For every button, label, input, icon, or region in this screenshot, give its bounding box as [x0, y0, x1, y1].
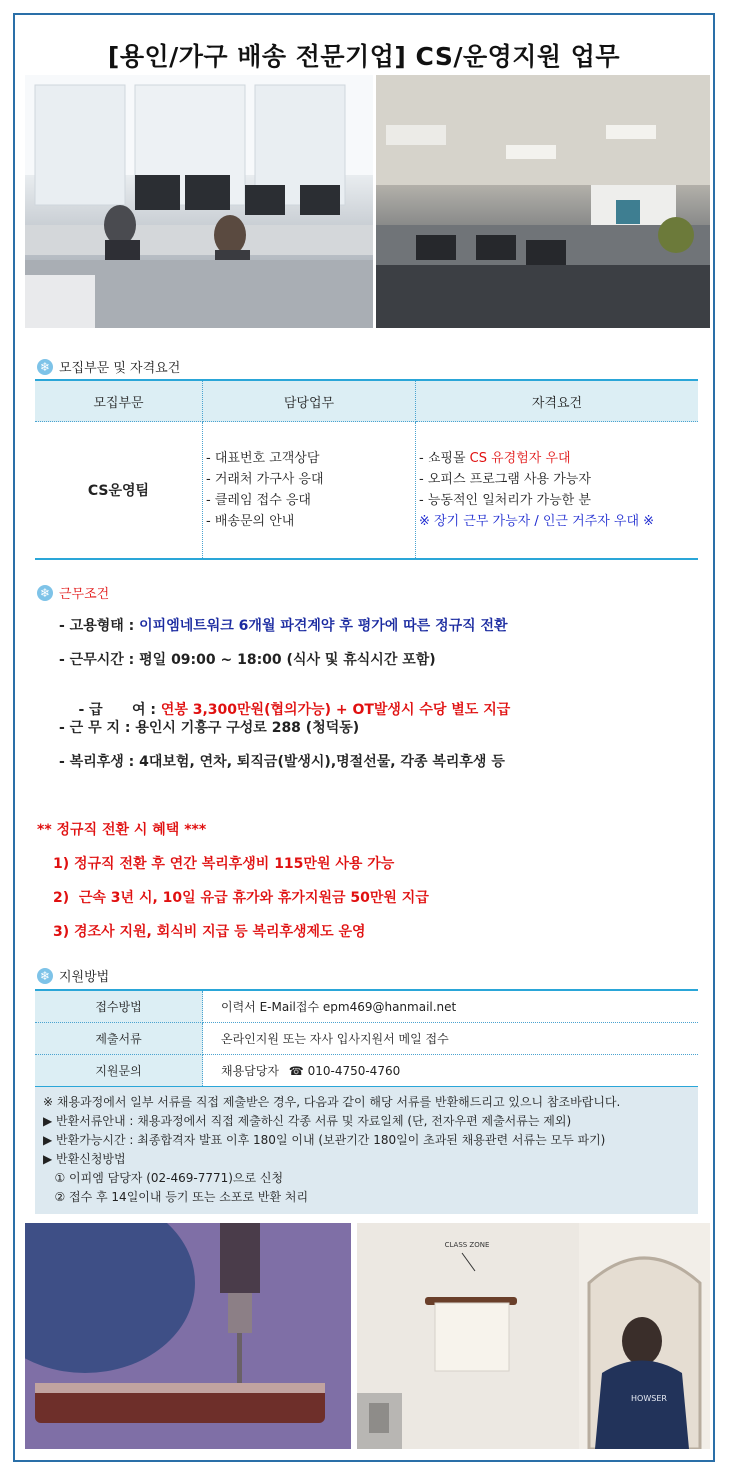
documents-value: 온라인지원 또는 자사 입사지원서 메일 접수 — [203, 1023, 699, 1055]
qualification-highlight: CS 유경험자 우대 — [469, 451, 571, 466]
conditions-heading — [37, 583, 109, 602]
qualification-item: - 오피스 프로그램 사용 가능자 — [419, 472, 591, 487]
duty-item: - 배송문의 안내 — [206, 514, 295, 529]
inquiry-label: 지원문의 — [35, 1055, 203, 1088]
page-title: [용인/가구 배송 전문기업] CS/운영지원 업무 — [107, 42, 621, 71]
phone-icon: ☎ — [288, 1064, 304, 1078]
employment-label: - 고용형태 : — [59, 618, 140, 634]
benefit-item: 1) 정규직 전환 후 연간 복리후생비 115만원 사용 가능 — [53, 856, 395, 872]
table-row — [35, 422, 698, 560]
hours-value: 평일 09:00 ~ 18:00 (식사 및 휴식시간 포함) — [139, 652, 436, 668]
notice-line: ▶ 반환가능시간 : 최종합격자 발표 이후 180일 이내 (보관기간 180일이 초과된 채용관련 서류는 모두 파기) — [43, 1133, 606, 1147]
notice-line: ② 접수 후 14일이내 등기 또는 소포로 반환 처리 — [43, 1190, 309, 1204]
welfare-label: - 복리후생 : — [59, 754, 140, 770]
apply-method-value: 이력서 E-Mail접수 epm469@hanmail.net — [203, 990, 699, 1023]
work-hours — [59, 649, 436, 669]
welfare — [59, 751, 505, 771]
duty-item: - 클레임 접수 응대 — [206, 493, 311, 508]
qualification-item — [419, 448, 697, 469]
conditions-heading-text: 근무조건 — [59, 587, 110, 602]
benefit-item: 2) 근속 3년 시, 10일 유급 휴가와 휴가지원금 50만원 지급 — [53, 890, 429, 906]
hours-label: - 근무시간 : — [59, 652, 140, 668]
location-value: 용인시 기흥구 구성로 288 (청덕동) — [135, 720, 360, 736]
office-photo-left — [25, 75, 373, 328]
inquiry-contact: 채용담당자 — [221, 1064, 279, 1078]
drill-photo — [25, 1223, 351, 1449]
snowflake-icon: ❄ — [37, 968, 53, 984]
benefits-heading: ** 정규직 전환 시 혜택 *** — [37, 822, 207, 838]
page-frame — [13, 13, 715, 1462]
recruit-table — [35, 379, 698, 560]
inquiry-phone: 010-4750-4760 — [307, 1064, 401, 1078]
benefit-item: 3) 경조사 지원, 회식비 지급 등 복리후생제도 운영 — [53, 924, 366, 940]
office-photo-right — [376, 75, 710, 328]
document-return-notice — [35, 1087, 698, 1214]
duties-cell — [203, 422, 416, 560]
qualification-preferred: ※ 장기 근무 가능자 / 인근 거주자 우대 ※ — [419, 514, 655, 529]
header-team: 모집부문 — [35, 380, 203, 422]
salary-label: - 급 여 : — [78, 702, 161, 718]
team-cell: CS운영팀 — [35, 422, 203, 560]
notice-line: ① 이피엠 담당자 (02-469-7771)으로 신청 — [43, 1171, 284, 1185]
qualifications-cell — [416, 422, 699, 560]
employment-type — [59, 615, 508, 635]
qualification-item: - 능동적인 일처리가 가능한 분 — [419, 493, 591, 508]
vest-logo: HOWSER — [631, 1394, 667, 1403]
notice-line: ▶ 반환신청방법 — [43, 1152, 126, 1166]
class-zone-label: CLASS ZONE — [444, 1241, 490, 1249]
inquiry-value — [203, 1055, 699, 1088]
salary-value: 연봉 3,300만원(협의가능) + OT발생시 수당 별도 지급 — [160, 702, 511, 718]
apply-table — [35, 989, 698, 1088]
apply-heading — [37, 966, 109, 985]
location-label: - 근 무 지 : — [59, 720, 136, 736]
duty-item: - 거래처 가구사 응대 — [206, 472, 324, 487]
table-row — [35, 1023, 698, 1055]
table-row — [35, 990, 698, 1023]
notice-line: ▶ 반환서류안내 : 채용과정에서 직접 제출하신 각종 서류 및 자료일체 (단, 전자우편 제출서류는 제외) — [43, 1114, 572, 1128]
apply-method-label: 접수방법 — [35, 990, 203, 1023]
welfare-value: 4대보험, 연차, 퇴직금(발생시),명절선물, 각종 복리후생 등 — [139, 754, 505, 770]
qualification-prefix: - 쇼핑몰 — [419, 451, 470, 466]
work-location — [59, 717, 359, 737]
duty-item: - 대표번호 고객상담 — [206, 451, 320, 466]
table-row — [35, 1055, 698, 1088]
snowflake-icon: ❄ — [37, 585, 53, 601]
recruit-heading-text: 모집부문 및 자격요건 — [59, 361, 181, 376]
notice-line: ※ 채용과정에서 일부 서류를 직접 제출받은 경우, 다음과 같이 해당 서류를 반환해드리고 있으니 참조바랍니다. — [43, 1095, 621, 1109]
header-duties: 담당업무 — [203, 380, 416, 422]
recruit-heading — [37, 357, 180, 376]
header-qualifications: 자격요건 — [416, 380, 699, 422]
employment-value: 이피엠네트워크 6개월 파견계약 후 평가에 따른 정규직 전환 — [139, 618, 508, 634]
apply-heading-text: 지원방법 — [59, 970, 110, 985]
snowflake-icon: ❄ — [37, 359, 53, 375]
documents-label: 제출서류 — [35, 1023, 203, 1055]
table-header-row — [35, 380, 698, 422]
installer-photo — [357, 1223, 710, 1449]
